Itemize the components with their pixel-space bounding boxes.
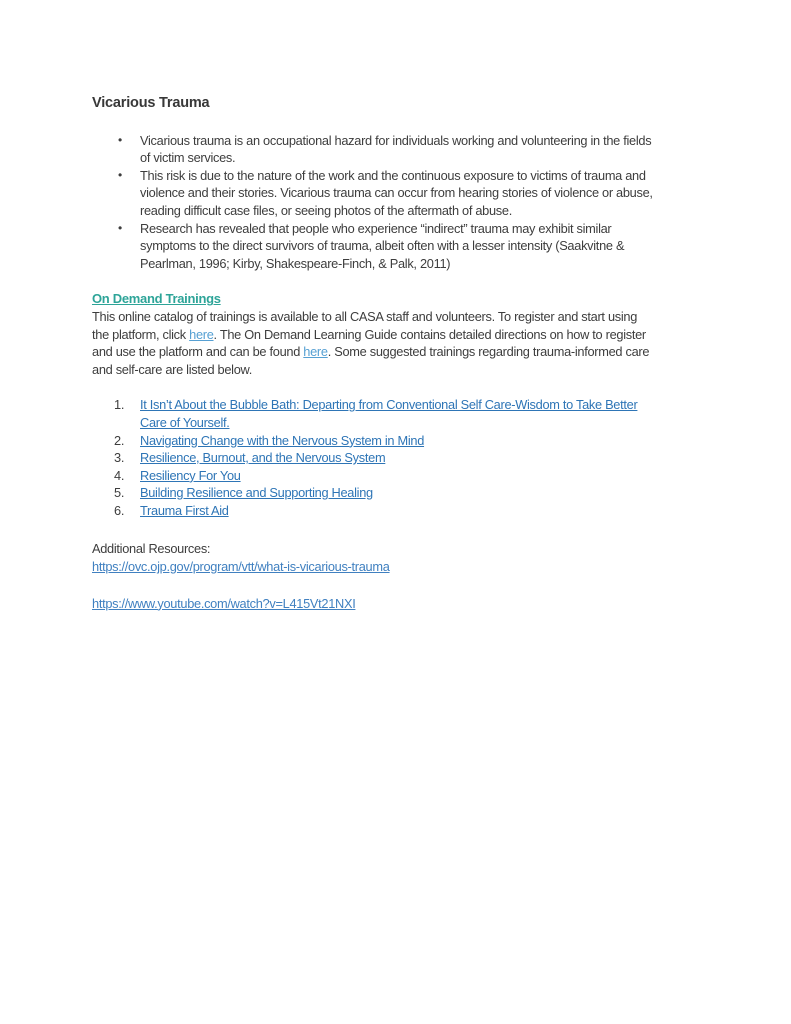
training-link-resilience-burnout[interactable]: Resilience, Burnout, and the Nervous System xyxy=(140,450,386,466)
register-here-link[interactable]: here xyxy=(189,326,214,342)
training-link-navigating-change[interactable]: Navigating Change with the Nervous System in Mind xyxy=(140,432,425,448)
section-heading xyxy=(92,290,707,308)
bullet-item xyxy=(92,167,707,220)
training-item xyxy=(92,396,707,431)
text-segment: . The On Demand Learning Guide contains detailed directions on how to register xyxy=(213,326,646,342)
training-item xyxy=(92,432,707,450)
training-number: 1. xyxy=(114,397,125,413)
resource-link-youtube[interactable]: https://www.youtube.com/watch?v=L415Vt21NXI xyxy=(92,595,356,611)
bullet-text: Research has revealed that people who experience “indirect” trauma may exhibit similar symptoms to the direct survivors of trauma, albeit often with a lesser intensity (Saakvitne & Pearlman, 1996; Kirby, Shakespeare-Finch, & Palk, 2011) xyxy=(140,220,625,271)
training-number: 6. xyxy=(114,502,125,518)
bullet-icon: • xyxy=(118,167,122,182)
bullet-icon: • xyxy=(118,220,122,235)
bullet-icon: • xyxy=(118,132,122,147)
text-segment: . Some suggested trainings regarding trauma-informed care xyxy=(327,344,650,360)
bullet-list xyxy=(92,132,707,273)
text-segment: and use the platform and can be found xyxy=(92,344,304,360)
training-link-trauma-first-aid[interactable]: Trauma First Aid xyxy=(140,502,229,518)
bullet-item xyxy=(92,132,707,167)
document-title: Vicarious Trauma xyxy=(92,95,210,111)
training-link-bubble-bath[interactable]: It Isn’t About the Bubble Bath: Departing from Conventional Self Care-Wisdom to Take Better Care of Yourself. xyxy=(140,397,638,430)
training-item xyxy=(92,484,707,502)
training-item xyxy=(92,467,707,485)
learning-guide-here-link[interactable]: here xyxy=(303,344,328,360)
bullet-item xyxy=(92,220,707,273)
bullet-text: This risk is due to the nature of the work and the continuous exposure to victims of trauma and violence and their stories. Vicarious trauma can occur from hearing stories of violence or abuse, reading difficult case files, or seeing photos of the aftermath of abuse. xyxy=(140,167,653,218)
training-item xyxy=(92,449,707,467)
training-link-building-resilience[interactable]: Building Resilience and Supporting Healing xyxy=(140,485,373,501)
on-demand-trainings-link[interactable]: On Demand Trainings xyxy=(92,291,221,307)
text-segment: and self-care are listed below. xyxy=(92,361,252,377)
training-link-resiliency-for-you[interactable]: Resiliency For You xyxy=(140,467,241,483)
text-segment: the platform, click xyxy=(92,326,190,342)
intro-paragraph xyxy=(92,308,707,378)
training-number: 3. xyxy=(114,450,125,466)
training-list xyxy=(92,396,707,519)
bullet-text: Vicarious trauma is an occupational hazard for individuals working and volunteering in the fields of victim services. xyxy=(140,132,652,166)
training-item xyxy=(92,502,707,520)
text-segment: This online catalog of trainings is available to all CASA staff and volunteers. To register and start using xyxy=(92,308,638,324)
additional-resources-label: Additional Resources: xyxy=(92,541,211,557)
resource-link-ovc[interactable]: https://ovc.ojp.gov/program/vtt/what-is-vicarious-trauma xyxy=(92,559,390,575)
training-number: 2. xyxy=(114,432,125,448)
training-number: 5. xyxy=(114,485,125,501)
training-number: 4. xyxy=(114,467,125,483)
